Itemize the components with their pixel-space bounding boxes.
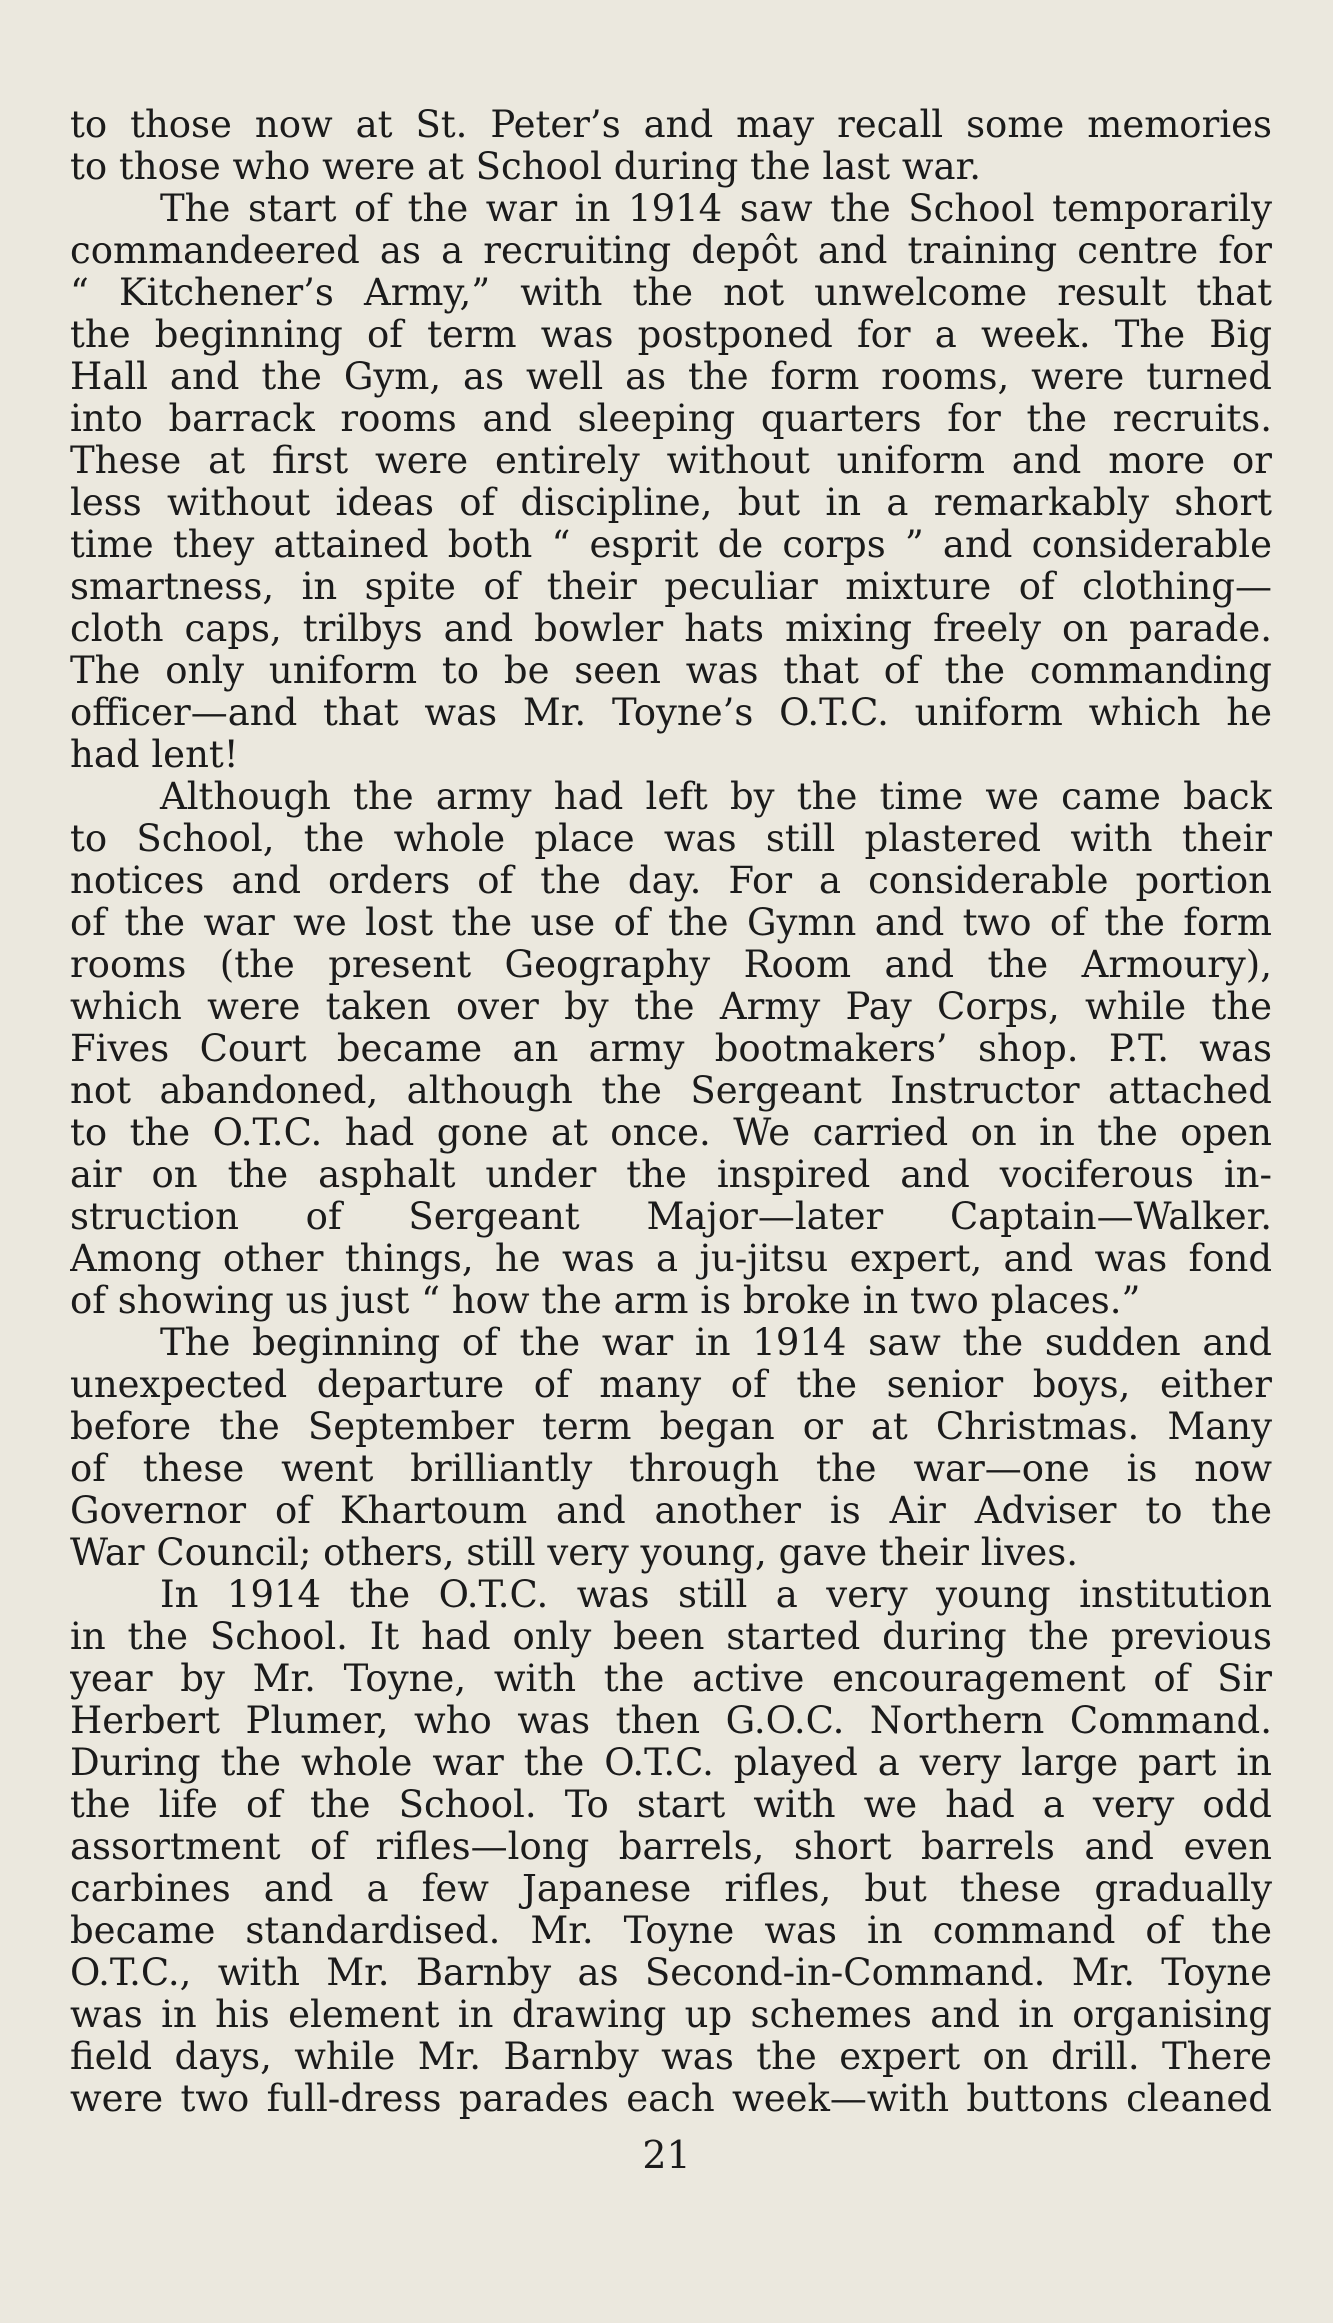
text-line: into barrack rooms and sleeping quarters for the recruits. <box>70 398 1272 440</box>
text-line: struction of Sergeant Major—later Captain—Walker. <box>70 1196 1272 1238</box>
text-line: Herbert Plumer, who was then G.O.C. Northern Command. <box>70 1700 1272 1742</box>
text-line: not abandoned, although the Sergeant Instructor attached <box>70 1070 1272 1112</box>
text-line: Hall and the Gym, as well as the form rooms, were turned <box>70 356 1272 398</box>
text-line: the beginning of term was postponed for a week. The Big <box>70 314 1272 356</box>
text-line: to those now at St. Peter’s and may recall some memories <box>70 104 1272 146</box>
text-line: “ Kitchener’s Army,” with the not unwelcome result that <box>70 272 1272 314</box>
text-line: year by Mr. Toyne, with the active encouragement of Sir <box>70 1658 1272 1700</box>
body-text <box>70 104 1272 2120</box>
text-line: notices and orders of the day. For a considerable portion <box>70 860 1272 902</box>
page-number: 21 <box>642 2133 691 2177</box>
text-line: In 1914 the O.T.C. was still a very young institution <box>160 1574 1272 1616</box>
text-line: War Council; others, still very young, gave their lives. <box>70 1532 1078 1574</box>
text-line: time they attained both “ esprit de corps ” and considerable <box>70 524 1272 566</box>
text-line: air on the asphalt under the inspired and vociferous in- <box>70 1154 1272 1196</box>
text-line: in the School. It had only been started during the previous <box>70 1616 1272 1658</box>
text-line: rooms (the present Geography Room and the Armoury), <box>70 944 1272 986</box>
text-line: Governor of Khartoum and another is Air Adviser to the <box>70 1490 1272 1532</box>
text-line: O.T.C., with Mr. Barnby as Second-in-Command. Mr. Toyne <box>70 1952 1272 1994</box>
text-line: field days, while Mr. Barnby was the expert on drill. There <box>70 2036 1272 2078</box>
text-line: carbines and a few Japanese rifles, but these gradually <box>70 1868 1272 1910</box>
text-line: were two full-dress parades each week—with buttons cleaned <box>70 2078 1272 2120</box>
text-line: The only uniform to be seen was that of the commanding <box>70 650 1272 692</box>
text-line: unexpected departure of many of the senior boys, either <box>70 1364 1272 1406</box>
text-line: assortment of rifles—long barrels, short barrels and even <box>70 1826 1272 1868</box>
text-line: had lent! <box>70 734 239 776</box>
text-line: During the whole war the O.T.C. played a very large part in <box>70 1742 1272 1784</box>
text-line: cloth caps, trilbys and bowler hats mixing freely on parade. <box>70 608 1272 650</box>
text-line: of the war we lost the use of the Gymn and two of the form <box>70 902 1272 944</box>
text-line: Among other things, he was a ju-jitsu expert, and was fond <box>70 1238 1272 1280</box>
text-line: The start of the war in 1914 saw the School temporarily <box>160 188 1272 230</box>
text-line: Fives Court became an army bootmakers’ shop. P.T. was <box>70 1028 1272 1070</box>
text-line: commandeered as a recruiting depôt and training centre for <box>70 230 1272 272</box>
text-line: These at first were entirely without uniform and more or <box>70 440 1272 482</box>
text-line: was in his element in drawing up schemes and in organising <box>70 1994 1272 2036</box>
text-line: before the September term began or at Christmas. Many <box>70 1406 1272 1448</box>
text-line: to School, the whole place was still plastered with their <box>70 818 1272 860</box>
text-line: Although the army had left by the time we came back <box>160 776 1272 818</box>
text-line: the life of the School. To start with we had a very odd <box>70 1784 1272 1826</box>
text-line: to the O.T.C. had gone at once. We carried on in the open <box>70 1112 1272 1154</box>
text-line: less without ideas of discipline, but in a remarkably short <box>70 482 1272 524</box>
text-line: officer—and that was Mr. Toyne’s O.T.C. uniform which he <box>70 692 1272 734</box>
text-line: became standardised. Mr. Toyne was in command of the <box>70 1910 1272 1952</box>
text-line: which were taken over by the Army Pay Corps, while the <box>70 986 1272 1028</box>
text-line: of showing us just “ how the arm is broke in two places.” <box>70 1280 1141 1322</box>
text-line: smartness, in spite of their peculiar mixture of clothing— <box>70 566 1272 608</box>
text-line: to those who were at School during the last war. <box>70 146 981 188</box>
text-line: The beginning of the war in 1914 saw the sudden and <box>160 1322 1272 1364</box>
text-line: of these went brilliantly through the war—one is now <box>70 1448 1272 1490</box>
